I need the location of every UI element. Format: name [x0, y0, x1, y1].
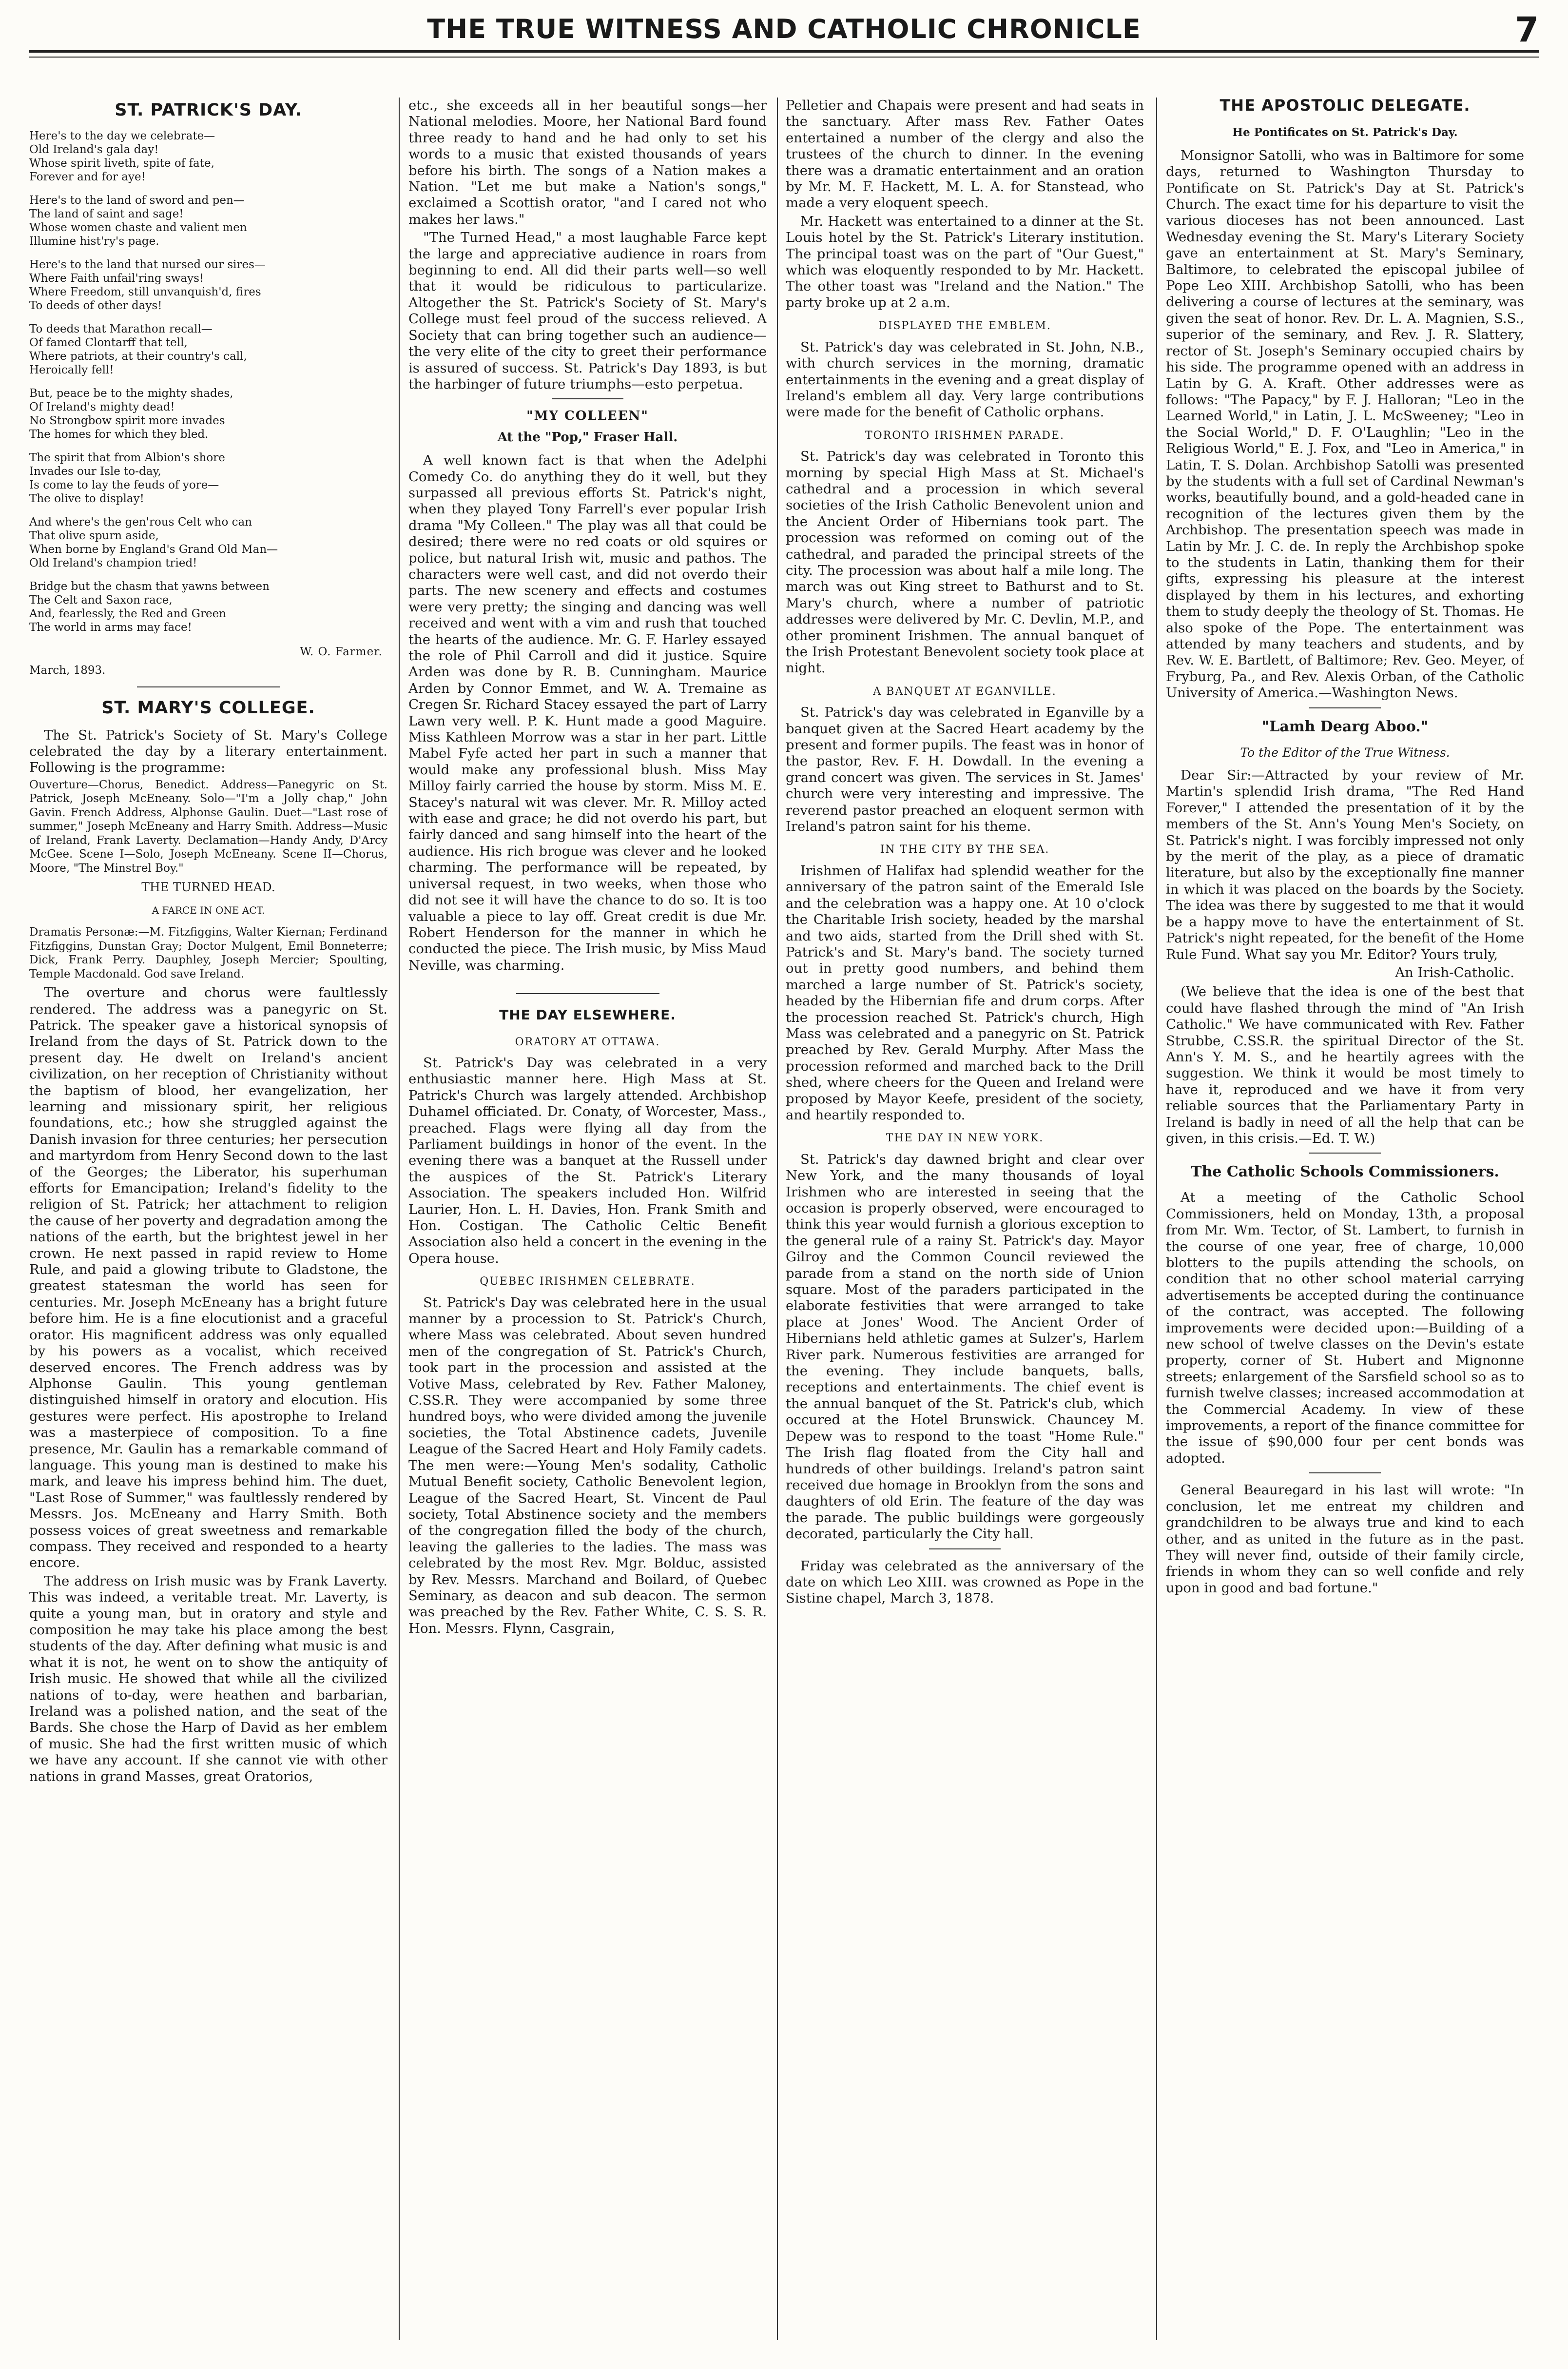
- column-1: [29, 98, 387, 2350]
- paragraph: The St. Patrick's Society of St. Mary's College celebrated the day by a literary entertainment. Following is the programme:: [29, 727, 387, 776]
- column-3: [786, 98, 1144, 2350]
- paragraph: Mr. Hackett was entertained to a dinner at the St. Louis hotel by the St. Patrick's Literary institution. The principal toast was on the part of "Our Guest," which was eloquently responded to by Mr. Hackett. The other toast was "Ireland and the Nation." The party broke up at 2 a.m.: [786, 213, 1144, 311]
- poem-line: Bridge but the chasm that yawns between: [29, 580, 270, 593]
- section-heading-newyork: THE DAY IN NEW YORK.: [886, 1132, 1044, 1145]
- masthead: [29, 10, 1539, 87]
- poem-line: Where patriots, at their country's call,: [29, 350, 247, 363]
- poem-stanza: [29, 129, 387, 184]
- column-divider: [777, 98, 778, 2340]
- paragraph: St. Patrick's day was celebrated in Eganville by a banquet given at the Sacred Heart academy by the present and former pupils. The feast was in honor of the pastor, Rev. F. H. Dowdall. In the evening a grand concert was given. The services in St. James' church were very interesting and impressive. The reverend pastor preached an eloquent sermon with Ireland's patron saint for his theme.: [786, 705, 1144, 835]
- poem-author: W. O. Farmer.: [300, 646, 383, 659]
- article-title-schools: The Catholic Schools Commissioners.: [1191, 1163, 1499, 1181]
- paragraph: St. Patrick's day was celebrated in Toronto this morning by special High Mass at St. Michael's cathedral and a procession in which several societies of the Irish Catholic Benevolent union and the Ancient Order of Hibernians took part. The procession was reformed on coming out of the cathedral, and paraded the principal streets of the city. The procession was about half a mile long. The march was out King street to Bathurst and to St. Mary's church, where a number of patriotic addresses were delivered by Mr. C. Devlin, M.P., and other prominent Irishmen. The annual banquet of the Irish Protestant Benevolent society took place at night.: [786, 449, 1144, 676]
- section-heading-halifax: IN THE CITY BY THE SEA.: [880, 843, 1050, 856]
- paragraph: St. Patrick's Day was celebrated in a very enthusiastic manner here. High Mass at St. Patrick's Church was largely attended. Archbishop Duhamel officiated. Dr. Conaty, of Worcester, Mass., preached. Flags were flying all day from the Parliament buildings in honor of the event. In the evening there was a banquet at the Russell under the auspices of the St. Patrick's Literary Association. The speakers included Hon. Wilfrid Laurier, Hon. L. H. Davies, Hon. Frank Smith and Hon. Costigan. The Catholic Celtic Benefit Association also held a concert in the evening in the Opera house.: [408, 1055, 767, 1266]
- poem-line: Heroically fell!: [29, 364, 114, 377]
- article-title-college: ST. MARY'S COLLEGE.: [101, 698, 315, 718]
- paragraph-friday: Friday was celebrated as the anniversary of the date on which Leo XIII. was crowned as Pope in the Sistine chapel, March 3, 1878.: [786, 1558, 1144, 1606]
- poem-line: Of Ireland's mighty dead!: [29, 401, 175, 414]
- poem-line: Old Ireland's champion tried!: [29, 557, 197, 570]
- separator: [929, 1548, 1001, 1549]
- paragraph: St. Patrick's day was celebrated in St. John, N.B., with church services in the morning, dramatic entertainments in the evening and a great display of Ireland's emblem all day. Very large contributions were made for the benefit of Catholic orphans.: [786, 339, 1144, 420]
- column-divider: [399, 98, 400, 2340]
- poem-stanza: [29, 322, 387, 377]
- poem-line: Of famed Clontarff that tell,: [29, 336, 188, 350]
- poem-stanza: [29, 515, 387, 570]
- poem-date: March, 1893.: [29, 664, 106, 677]
- poem-line: But, peace be to the mighty shades,: [29, 387, 233, 400]
- poem-line: Whose women chaste and valient men: [29, 221, 247, 235]
- poem-line: That olive spurn aside,: [29, 529, 159, 543]
- poem-line: Here's to the land of sword and pen—: [29, 194, 245, 207]
- poem-line: And where's the gen'rous Celt who can: [29, 516, 252, 529]
- poem-line: The homes for which they bled.: [29, 428, 209, 441]
- poem-line: Invades our Isle to-day,: [29, 465, 161, 478]
- separator: [1309, 1472, 1381, 1473]
- column-2: [408, 98, 767, 2350]
- poem-line: Forever and for aye!: [29, 171, 146, 184]
- paragraph: "The Turned Head," a most laughable Farce kept the large and appreciative audience in roars from beginning to end. All did their parts well—so well that it would be ridiculous to particularize. Altogether the St. Patrick's Society of St. Mary's College must feel proud of the success relieved. A Society that can bring together such an audience—the very elite of the city to greet their performance is assured of success. St. Patrick's Day 1893, is but the harbinger of future triumphs—esto perpetua.: [408, 230, 767, 392]
- poem-line: To deeds of other days!: [29, 299, 162, 313]
- masthead-rule-thin: [29, 57, 1539, 58]
- separator: [516, 993, 659, 994]
- poem-stanza: [29, 580, 387, 634]
- poem-line: The land of saint and sage!: [29, 208, 184, 221]
- paragraph: Monsignor Satolli, who was in Baltimore for some days, returned to Washington Thursday to Pontificate on St. Patrick's Day at St. Patrick's Church. The exact time for his departure to visit the various dioceses has not been announced. Last Wednesday evening the St. Mary's Literary Society gave an entertainment at St. Mary's Seminary, Baltimore, to celebrated the episcopal jubilee of Pope Leo XIII. Archbishop Satolli, who has been delivering a course of lectures at the seminary, was given the seat of honor. Rev. Dr. L. A. Magnien, S.S., superior of the seminary, and Rev. J. R. Slattery, rector of St. Joseph's Seminary occupied chairs by his side. The programme opened with an address in Latin by G. A. Kraft. Other addresses were as follows: "The Papacy," by F. J. Halloran; "Leo in the Learned World," in Latin, J. L. McSweeney; "Leo in the Social World," D. F. O'Laughlin; "Leo in the Religious World," E. J. Fox, and "Leo in America," in Latin, T. S. Dolan. Archbishop Satolli was presented by the students with a full set of Cardinal Newman's works, beautifully bound, and a gold-headed cane in recognition of the lectures given them by the Archbishop. The presentation speech was made in Latin by Mr. J. C. de. In reply the Archbishop spoke to the students in Latin, thanking them for their gifts, expressing his pleasure at the interest displayed by them in his lectures, and exhorting them to study deeply the theology of St. Thomas. He also spoke of the Pope. The entertainment was attended by many teachers and students, and by Rev. W. E. Bartlett, of Baltimore; Rev. Geo. Meyer, of Fryburg, Pa., and Rev. Alexis Orban, of the Catholic University of America.—Washington News.: [1166, 147, 1524, 701]
- poem-line: Whose spirit liveth, spite of fate,: [29, 157, 214, 170]
- masthead-rule: [29, 50, 1539, 53]
- paragraph: St. Patrick's day dawned bright and clear over New York, and the many thousands of loyal Irishmen who are interested in seeing that the occasion is properly observed, were encouraged to think this year would furnish a glorious exception to the general rule of a rainy St. Patrick's day. Mayor Gilroy and the Common Council reviewed the parade from a stand on the north side of Union square. Most of the paraders participated in the elaborate festivities that were arranged to take place at Jones' Wood. The Ancient Order of Hibernians held athletic games at Sulzer's, Harlem River park. Numerous festivities are arranged for the evening. They include banquets, balls, receptions and entertainments. The chief event is the annual banquet of the St. Patrick's club, which occured at the Hotel Brunswick. Chauncey M. Depew was to respond to the toast "Home Rule." The Irish flag floated from the City hall and hundreds of other buildings. Ireland's patron saint received due homage in Brooklyn from the sons and daughters of old Erin. The feature of the day was the parade. The public buildings were gorgeously decorated, particularly the City hall.: [786, 1151, 1144, 1542]
- newspaper-title: THE TRUE WITNESS AND CATHOLIC CHRONICLE: [427, 14, 1141, 44]
- letter-signature: An Irish-Catholic.: [1395, 964, 1514, 980]
- section-heading-emblem: DISPLAYED THE EMBLEM.: [878, 320, 1051, 333]
- separator: [552, 398, 623, 399]
- paragraph: St. Patrick's Day was celebrated here in the usual manner by a procession to St. Patrick's Church, where Mass was celebrated. About seven hundred men of the congregation of St. Patrick's Church, took part in the procession and assisted at the Votive Mass, celebrated by Rev. Father Maloney, C.SS.R. They were accompanied by some three hundred boys, who were divided among the juvenile societies, the Total Abstinence cadets, Juvenile League of the Sacred Heart and Holy Family cadets. The men were:—Young Men's sodality, Catholic Mutual Benefit society, Catholic Benevolent legion, League of the Sacred Heart, St. Vincent de Paul society, Total Abstinence society and the members of the congregation filled the body of the church, leaving the galleries to the ladies. The mass was celebrated by the most Rev. Mgr. Bolduc, assisted by Rev. Messrs. Marchand and Boilard, of Quebec Seminary, as deacon and sub deacon. The sermon was preached by the Rev. Father White, C. S. S. R. Hon. Messrs. Flynn, Casgrain,: [408, 1294, 767, 1636]
- paragraph: Pelletier and Chapais were present and had seats in the sanctuary. After mass Rev. Father Oates entertained a number of the clergy and also the trustees of the church to dinner. In the evening there was a dramatic entertainment and an oration by Mr. M. F. Hackett, M. L. A. for Stanstead, who made a very eloquent speech.: [786, 98, 1144, 211]
- editor-note: (We believe that the idea is one of the best that could have flashed through the mind of "An Irish Catholic." We have communicated with Rev. Father Strubbe, C.SS.R. the spiritual Director of the St. Ann's Y. M. S., and he heartily agrees with the suggestion. We think it would be most timely to have it, reproduced and we have it from very reliable sources that the Parliamentary Party in Ireland is badly in need of all the help that can be given, in this crisis.—Ed. T. W.): [1166, 984, 1524, 1146]
- article-subtitle-colleen: At the "Pop," Fraser Hall.: [497, 430, 678, 445]
- section-heading-toronto: TORONTO IRISHMEN PARADE.: [865, 429, 1065, 442]
- poem-line: To deeds that Marathon recall—: [29, 323, 213, 336]
- article-title-elsewhere: THE DAY ELSEWHERE.: [499, 1007, 676, 1023]
- paragraph: Dear Sir:—Attracted by your review of Mr. Martin's splendid Irish drama, "The Red Hand Forever," I attended the presentation of it by the members of the St. Ann's Young Men's Society, on St. Patrick's night. I was forcibly impressed not only by the merit of the play, as a piece of dramatic literature, but also by the exceptionally fine manner in which it was placed on the boards by the Society. The idea was there by suggested to me that it would be a happy move to have the entertainment of St. Patrick's night repeated, for the benefit of the Home Rule Fund. What say you Mr. Editor? Yours truly,: [1166, 767, 1524, 962]
- section-heading-eganville: A BANQUET AT EGANVILLE.: [873, 685, 1057, 698]
- paragraph: etc., she exceeds all in her beautiful songs—her National melodies. Moore, her National Bard found three ready to hand and he had only to set his words to a music that existed thousands of years before his birth. The songs of a Nation makes a Nation. "Let me but make a Nation's songs," exclaimed a Scottish orator, "and I cared not who makes her laws.": [408, 98, 767, 227]
- poem-line: And, fearlessly, the Red and Green: [29, 607, 226, 621]
- poem-stanza: [29, 258, 387, 313]
- letter-addressee: To the Editor of the True Witness.: [1240, 745, 1450, 760]
- dramatis-personae: Dramatis Personæ:—M. Fitzfiggins, Walter Kiernan; Ferdinand Fitzfiggins, Dunstan Gray; Doctor Mulgent, Emil Bonneterre; Dick, Frank Perry. Dauphley, Joseph Mercier; Spoulting, Temple Macdonald. God save Ireland.: [29, 926, 387, 980]
- article-title-lamh-dearg: "Lamh Dearg Aboo.": [1261, 718, 1429, 735]
- page-number: 7: [1515, 10, 1539, 50]
- section-heading-quebec: QUEBEC IRISHMEN CELEBRATE.: [480, 1275, 696, 1288]
- section-heading-ottawa: ORATORY AT OTTAWA.: [515, 1036, 660, 1048]
- paragraph: The overture and chorus were faultlessly rendered. The address was a panegyric on St. Patrick. The speaker gave a historical synopsis of Ireland from the days of St. Patrick down to the present day. He dwelt on Ireland's ancient civilization, on her reception of Christianity without the baptism of blood, her evangelization, her learning and missionary spirit, her religious foundations, etc.; how she struggled against the Danish invasion for three centuries; her persecution and martyrdom from Henry Second down to the last of the Georges; the Liberator, his superhuman efforts for Emancipation; Ireland's fidelity to the religion of St. Patrick; her attachment to religion the cause of her poverty and degradation among the nations of the earth, but the brightest jewel in her crown. He next passed in rapid review to Home Rule, and paid a glowing tribute to Gladstone, the greatest statesman the world has seen for centuries. Mr. Joseph McEneany has a bright future before him. He is a fine elocutionist and a graceful orator. His magnificent address was only equalled by his powers as a vocalist, which received deserved encores. The French address was by Alphonse Gaulin. This young gentleman distinguished himself in oratory and elocution. His gestures were perfect. His apostrophe to Ireland was a masterpiece of composition. To a fine presence, Mr. Gaulin has a remarkable command of language. This young man is destined to make his mark, and leave his impress behind him. The duet, "Last Rose of Summer," was faultlessly rendered by Messrs. Jos. McEneany and Harry Smith. Both possess voices of great sweetness and remarkable compass. They received and responded to a hearty encore.: [29, 985, 387, 1571]
- paragraph: At a meeting of the Catholic School Commissioners, held on Monday, 13th, a proposal from Mr. Wm. Tector, of St. Lambert, to furnish in the course of one year, free of charge, 10,000 blotters to the pupils attending the schools, on condition that no other school material carrying advertisements be accepted during the continuance of the contract, was accepted. The following improvements were decided upon:—Building of a new school of twelve classes on the Devin's estate property, corner of St. Hubert and Mignonne streets; enlargement of the Sarsfield school so as to furnish twelve classes; increased accommodation at the Commercial Academy. In view of these improvements, a report of the finance committee for the issue of $90,000 four per cent bonds was adopted.: [1166, 1190, 1524, 1466]
- poem-title: ST. PATRICK'S DAY.: [115, 100, 302, 120]
- article-title-delegate: THE APOSTOLIC DELEGATE.: [1220, 98, 1471, 115]
- poem-line: The Celt and Saxon race,: [29, 594, 173, 607]
- paragraph: A well known fact is that when the Adelphi Comedy Co. do anything they do it well, but they surpassed all previous efforts St. Patrick's night, when they played Tony Farrell's ever popular Irish drama "My Colleen." The play was all that could be desired; there were no red coats or old squires or police, but natural Irish wit, music and pathos. The characters were well cast, and did not overdo their parts. The new scenery and effects and costumes were very pretty; the singing and dancing was well received and went with a vim and rush that touched the hearts of the audience. Mr. G. F. Harley essayed the role of Phil Carroll and did it justice. Squire Arden was done by R. B. Cunningham. Maurice Arden by Connor Emmet, and W. A. Tremaine as Cregen Sr. Richard Stacey essayed the part of Larry Lawn very well. P. K. Hunt made a good Maguire. Miss Kathleen Morrow was a star in her part. Little Mabel Fyfe acted her part in such a manner that would make any professional blush. Miss May Milloy fairly carried the house by storm. Miss M. E. Stacey's natural wit was clever. Mr. R. Milloy acted with ease and grace; he did not overdo his part, but fairly danced and sang himself into the heart of the audience. His rich brogue was clever and he looked charming. The performance will be repeated, by universal request, in two weeks, when those who did not see it will have the chance to do so. It is too valuable a piece to lay off. Great credit is due Mr. Robert Henderson for the manner in which he conducted the piece. The Irish music, by Miss Maud Neville, was charming.: [408, 452, 767, 973]
- poem-line: Here's to the land that nursed our sires—: [29, 258, 266, 272]
- poem-line: The world in arms may face!: [29, 621, 192, 634]
- poem-line: Old Ireland's gala day!: [29, 143, 159, 157]
- poem-line: The spirit that from Albion's shore: [29, 451, 225, 465]
- article-title-colleen: "MY COLLEEN": [526, 409, 649, 424]
- poem-line: The olive to display!: [29, 492, 144, 506]
- separator: [1309, 707, 1381, 708]
- poem: [29, 129, 387, 634]
- poem-stanza: [29, 451, 387, 506]
- farce-subtitle: A FARCE IN ONE ACT.: [152, 904, 265, 916]
- article-subtitle-delegate: He Pontificates on St. Patrick's Day.: [1232, 126, 1458, 139]
- poem-line: Here's to the day we celebrate—: [29, 130, 215, 143]
- poem-line: Is come to lay the feuds of yore—: [29, 479, 219, 492]
- column-4: [1166, 98, 1524, 2350]
- separator: [137, 686, 280, 687]
- paragraph-beauregard: General Beauregard in his last will wrote: "In conclusion, let me entreat my children and grandchildren to be always true and kind to each other, and as united in the future as in the past. They will never find, outside of their family circle, friends in whom they can so well confide and rely upon in good and bad fortune.": [1166, 1482, 1524, 1596]
- poem-stanza: [29, 387, 387, 441]
- poem-line: No Strongbow spirit more invades: [29, 414, 225, 428]
- separator: [1309, 1153, 1381, 1154]
- poem-stanza: [29, 194, 387, 248]
- paragraph: Irishmen of Halifax had splendid weather for the anniversary of the patron saint of the Emerald Isle and the celebration was a happy one. At 10 o'clock the Charitable Irish society, headed by the marshal and two aids, started from the Drill shed with St. Patrick's and St. Mary's band. The society turned out in pretty good numbers, and behind them marched a large number of St. Patrick's society, headed by the Hibernian fife and drum corps. After the procession reached St. Patrick's church, High Mass was celebrated and a panegyric on St. Patrick preached by Rev. Gerald Murphy. After Mass the procession reformed and marched back to the Drill shed, where cheers for the Queen and Ireland were proposed by Mayor Keefe, president of the society, and heartily responded to.: [786, 862, 1144, 1123]
- paragraph: The address on Irish music was by Frank Laverty. This was indeed, a veritable treat. Mr. Laverty, is quite a young man, but in oratory and style and composition he may take his place among the best students of the day. After defining what music is and what it is not, he went on to show the antiquity of Irish music. He showed that while all the civilized nations of to-day, were heathen and barbarian, Ireland was a polished nation, and the seat of the Bards. She chose the Harp of David as her emblem of music. She had the first written music of which we have any account. If she cannot vie with other nations in grand Masses, great Oratorios,: [29, 1573, 387, 1784]
- poem-line: When borne by England's Grand Old Man—: [29, 543, 278, 556]
- poem-line: Illumine hist'ry's page.: [29, 235, 159, 248]
- column-divider: [1156, 98, 1157, 2340]
- programme-text: Ouverture—Chorus, Benedict. Address—Panegyric on St. Patrick, Joseph McEneany. Solo—"I'm a Jolly chap," John Gavin. French Address, Alphonse Gaulin. Duet—"Last rose of summer," Joseph McEneany and Harry Smith. Address—Music of Ireland, Frank Laverty. Declamation—Handy Andy, D'Arcy McGee. Scene I—Solo, Joseph McEneany. Scene II—Chorus, Moore, "The Minstrel Boy.": [29, 778, 387, 875]
- poem-line: Where Faith unfail'ring sways!: [29, 272, 204, 285]
- farce-title: THE TURNED HEAD.: [141, 880, 275, 895]
- poem-line: Where Freedom, still unvanquish'd, fires: [29, 286, 261, 299]
